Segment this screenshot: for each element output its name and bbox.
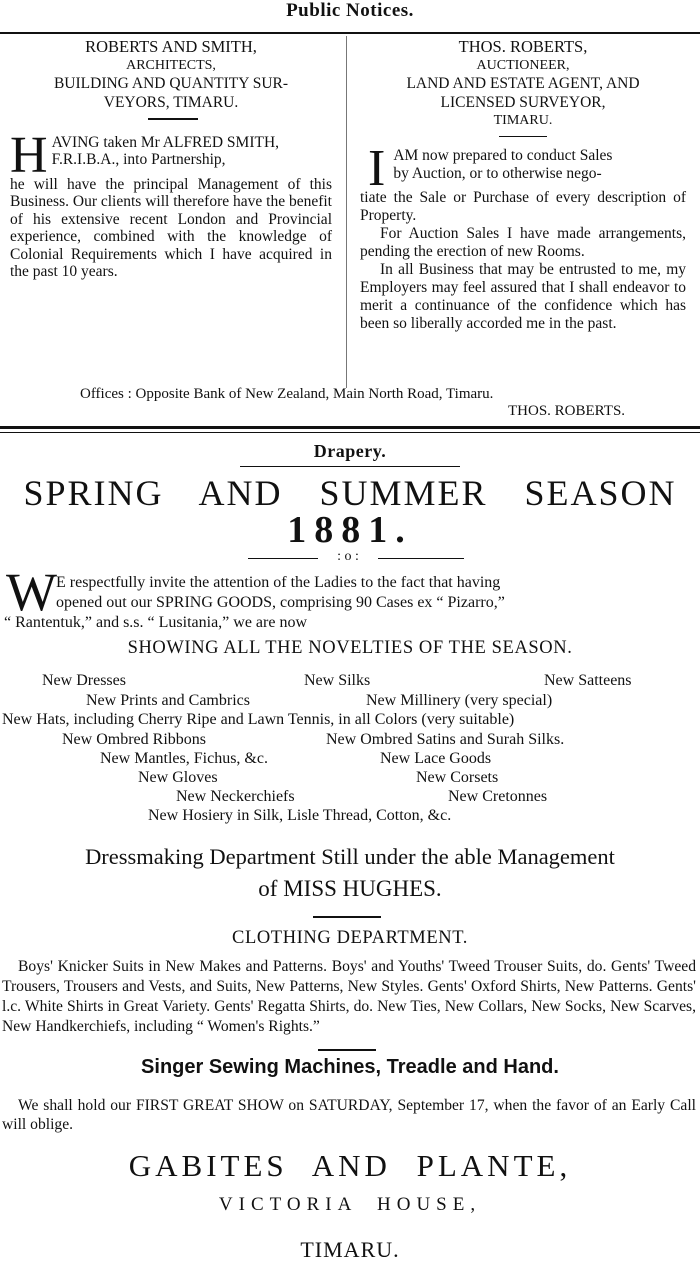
short-rule [499, 136, 547, 138]
firm-role: ARCHITECTS, [126, 57, 216, 73]
item-neckerchiefs: New Neckerchiefs [176, 788, 295, 805]
show-line: We shall hold our FIRST GREAT SHOW on SATURDAY, September 17, when the favor of an Early Call will oblige. [2, 1097, 696, 1133]
item-cretonnes: New Cretonnes [448, 788, 548, 805]
auctioneer-role-1: AUCTIONEER, [476, 57, 570, 73]
section-rule-thin [0, 432, 700, 433]
showing-line: SHOWING ALL THE NOVELTIES OF THE SEASON. [127, 638, 573, 658]
body-rest: he will have the principal Management of this Business. Our clients will therefore have the benefit of his extensive recent London and Provincial experience, combined with the knowledge of Colonial Requirements which I have acquired in the past 10 years. [10, 175, 332, 280]
dropcap-h: H [10, 126, 48, 184]
dressmaking-rule [313, 916, 381, 918]
dressmaking-line-1: Dressmaking Department Still under the able Management [85, 844, 615, 869]
notice-body [10, 126, 332, 281]
item-hosiery: New Hosiery in Silk, Lisle Thread, Cotton, &c. [148, 807, 452, 824]
item-millinery: New Millinery (very special) [366, 692, 553, 709]
short-rule [148, 118, 198, 120]
item-gloves: New Gloves [138, 769, 218, 786]
dropcap-i: I [368, 140, 386, 197]
dressmaking-line-2: of MISS HUGHES. [258, 876, 442, 901]
item-ribbons: New Ombred Ribbons [62, 731, 206, 748]
intro-line-2: opened out our SPRING GOODS, comprising 90 Cases ex “ Pizarro,” [56, 594, 505, 611]
singer-line: Singer Sewing Machines, Treadle and Hand. [141, 1056, 559, 1078]
item-silks: New Silks [304, 672, 371, 689]
firm-place: VEYORS, TIMARU. [103, 93, 239, 111]
auctioneer-line-1: AM now prepared to conduct Sales [393, 147, 613, 164]
season-year: 1881. [287, 509, 413, 551]
ornament: : o : [337, 549, 359, 564]
auctioneer-rest: tiate the Sale or Purchase of every description of Property. [360, 189, 686, 224]
auctioneer-line-2: by Auction, or to otherwise nego- [393, 165, 602, 182]
auctioneer-para-3: In all Business that may be entrusted to me, my Employers may feel assured that I shall endeavor to merit a continuance of the confidence which has been so liberally accorded me in the past. [360, 261, 686, 332]
roberts-smith-notice [10, 38, 332, 281]
signature: THOS. ROBERTS. [508, 403, 626, 419]
auctioneer-role-3: LICENSED SURVEYOR, [440, 93, 606, 111]
section-rule-thick [0, 426, 700, 429]
auctioneer-place: TIMARU. [493, 113, 553, 128]
item-dresses: New Dresses [42, 672, 126, 689]
auctioneer-name: THOS. ROBERTS, [458, 37, 588, 56]
timaru: TIMARU. [300, 1237, 400, 1262]
public-notices-heading: Public Notices. [286, 0, 414, 21]
ornament-rule-right [378, 558, 464, 559]
firm-signature: GABITES AND PLANTE, [128, 1148, 572, 1183]
intro-dropcap: W [6, 562, 57, 622]
top-rule [0, 32, 700, 34]
auctioneer-para-2: For Auction Sales I have made arrangements, pending the erection of new Rooms. [360, 225, 686, 260]
intro-line-3: “ Rantentuk,” and s.s. “ Lusitania,” we are now [4, 614, 308, 631]
victoria-house: VICTORIA HOUSE, [218, 1194, 482, 1215]
item-lace: New Lace Goods [380, 750, 492, 767]
item-mantles: New Mantles, Fichus, &c. [100, 750, 268, 767]
clothing-body: Boys' Knicker Suits in New Makes and Patterns. Boys' and Youths' Tweed Trouser Suits, do. Gents' Tweed Trousers, Trousers and Vests, and Suits, New Patterns, New Styles. Gents' Oxford Shirts, New Patterns. Gents' l.c. White Shirts in Great Variety. Gents' Regatta Shirts, do. New Ties, New Collars, New Socks, New Scarves, New Handkerchiefs, including “ Women's Rights.” [2, 958, 696, 1035]
column-divider [346, 36, 347, 388]
firm-name: ROBERTS AND SMITH, [85, 37, 257, 56]
season-headline: SPRING AND SUMMER SEASON [23, 473, 677, 513]
intro-line-1: E respectfully invite the attention of the Ladies to the fact that having [56, 574, 501, 591]
item-corsets: New Corsets [416, 769, 499, 786]
item-hats: New Hats, including Cherry Ripe and Lawn Tennis, in all Colors (very suitable) [2, 711, 515, 728]
body-line-2: F.R.I.B.A., into Partnership, [51, 151, 226, 168]
thos-roberts-notice [360, 38, 686, 333]
item-satteens: New Satteens [544, 672, 632, 689]
ornament-rule-left [248, 558, 318, 559]
body-line-1: AVING taken Mr ALFRED SMITH, [51, 133, 280, 151]
item-satins: New Ombred Satins and Surah Silks. [326, 731, 565, 748]
clothing-rule [318, 1049, 376, 1051]
auctioneer-body [360, 140, 686, 333]
item-prints: New Prints and Cambrics [86, 692, 250, 709]
clothing-heading: CLOTHING DEPARTMENT. [232, 928, 468, 948]
drapery-rule [240, 466, 460, 467]
offices-line: Offices : Opposite Bank of New Zealand, Main North Road, Timaru. [80, 386, 494, 402]
drapery-heading: Drapery. [313, 441, 387, 461]
auctioneer-role-2: LAND AND ESTATE AGENT, AND [406, 75, 640, 92]
firm-role-2: BUILDING AND QUANTITY SUR- [53, 75, 289, 92]
